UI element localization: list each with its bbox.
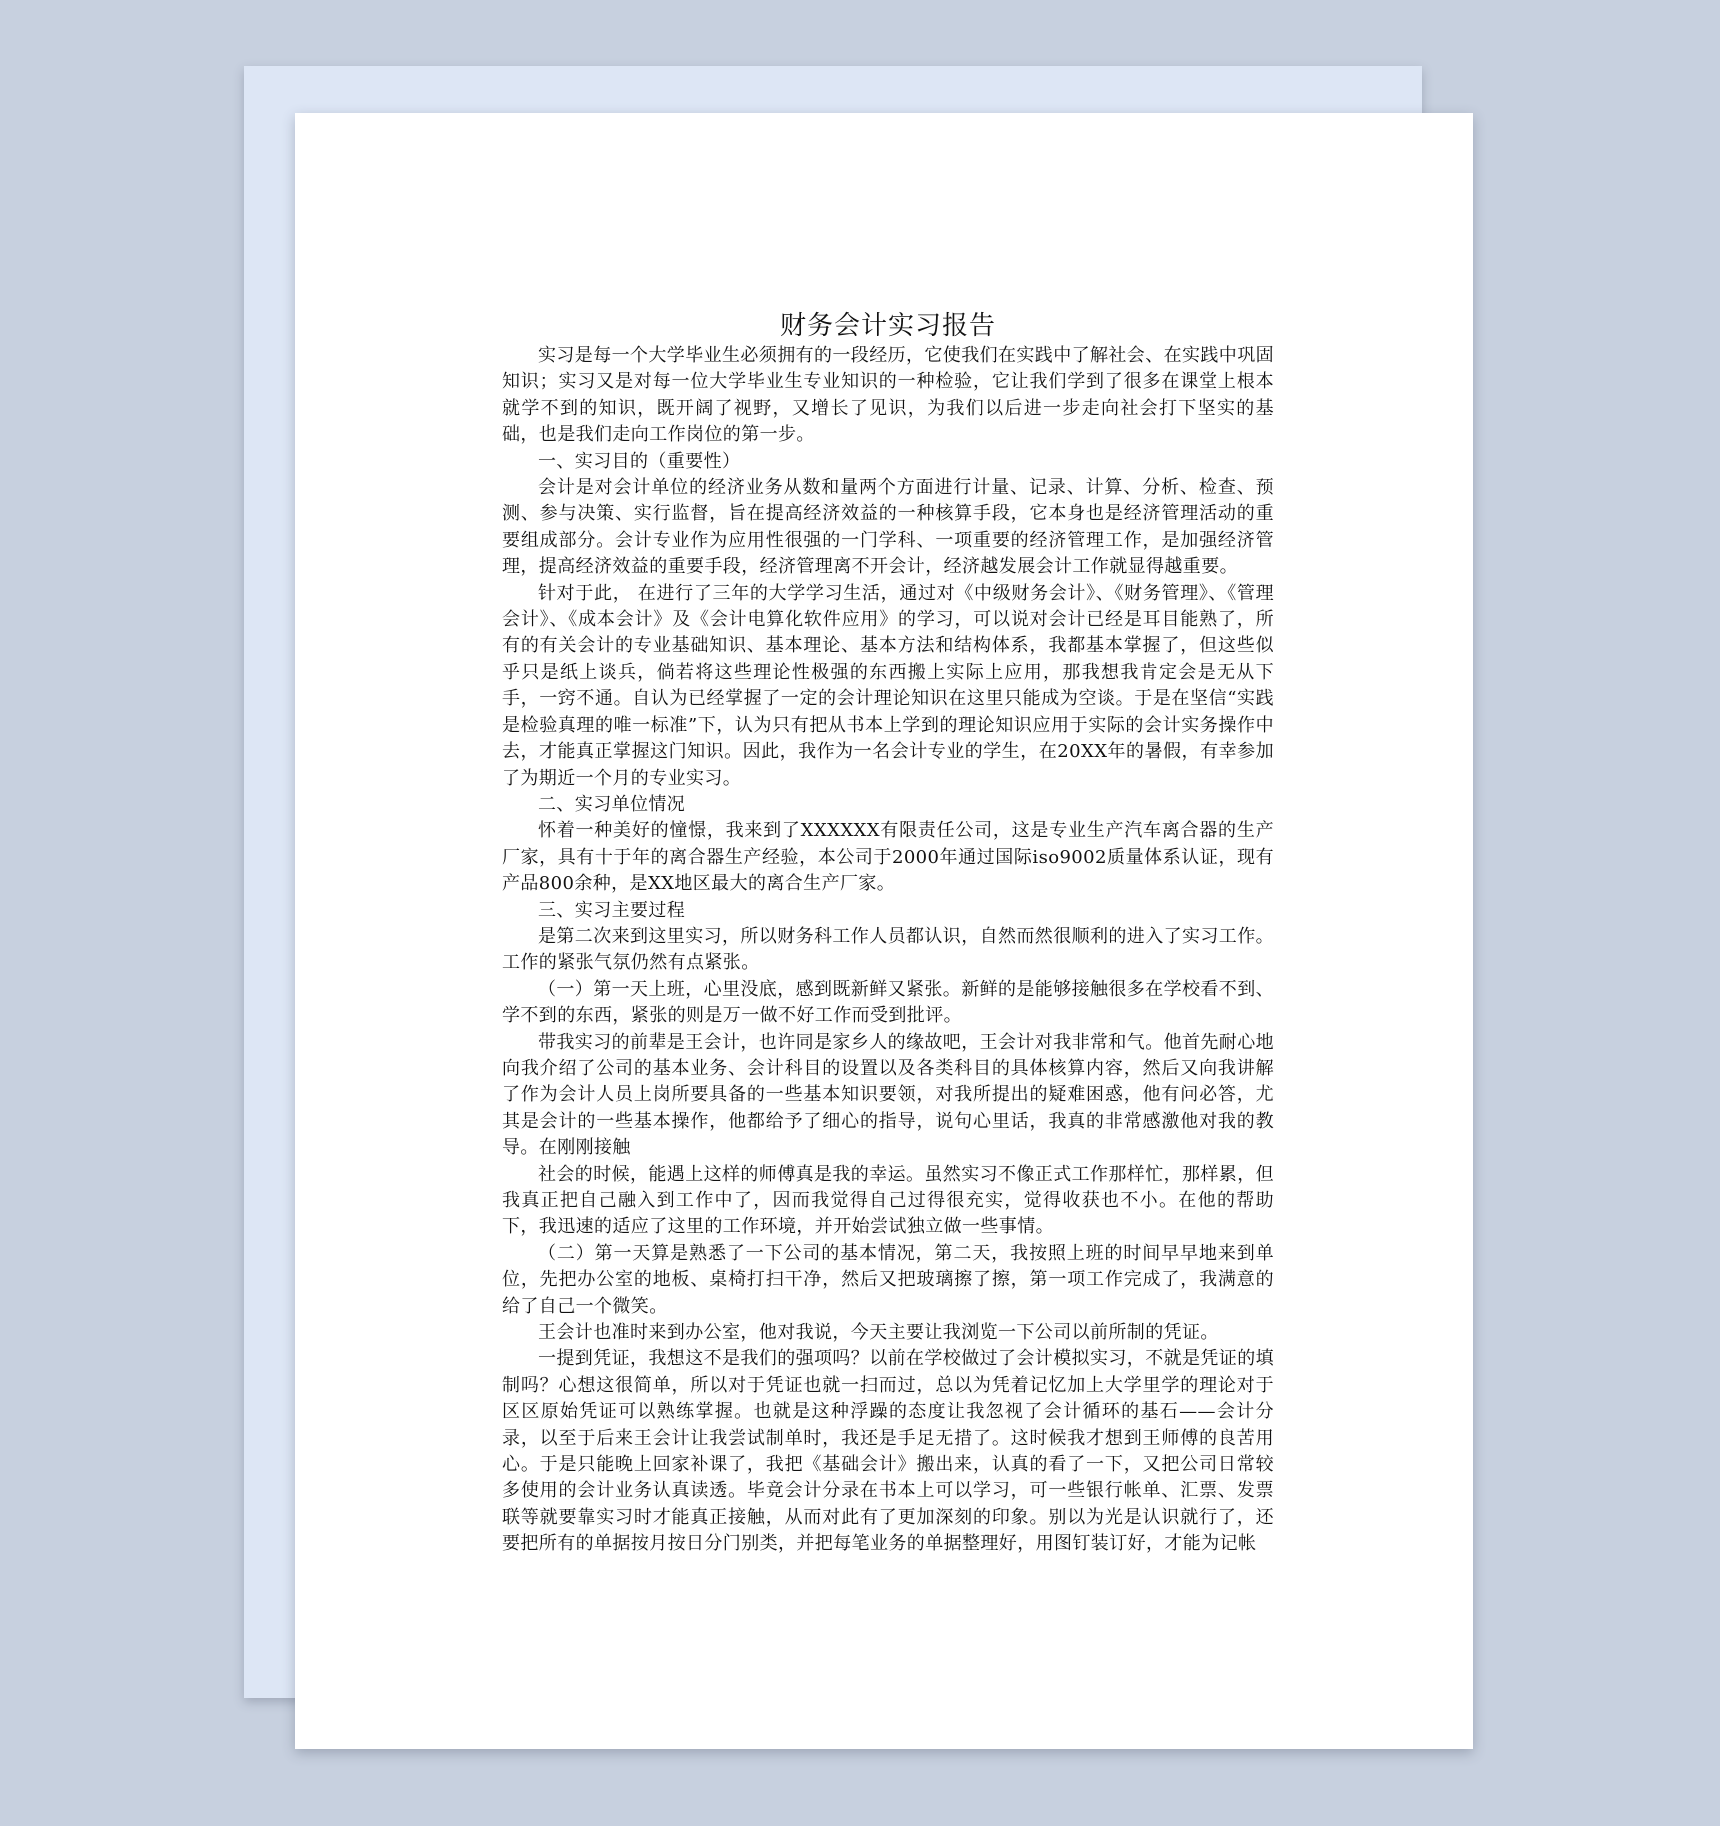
paragraph: 针对于此， 在进行了三年的大学学习生活，通过对《中级财务会计》、《财务管理》、《管理会计》、《成本会计》及《会计电算化软件应用》的学习，可以说对会计已经是耳目能熟了，所有的有关会计的专业基础知识、基本理论、基本方法和结构体系，我都基本掌握了，但这些似乎只是纸上谈兵，倘若将这些理论性极强的东西搬上实际上应用，那我想我肯定会是无从下手，一窍不通。自认为已经掌握了一定的会计理论知识在这里只能成为空谈。于是在坚信“实践是检验真理的唯一标准”下，认为只有把从书本上学到的理论知识应用于实际的会计实务操作中去，才能真正掌握这门知识。因此，我作为一名会计专业的学生，在20XX年的暑假，有幸参加了为期近一个月的专业实习。 [502, 582, 1274, 789]
paragraph: 一提到凭证，我想这不是我们的强项吗？以前在学校做过了会计模拟实习，不就是凭证的填制吗？心想这很简单，所以对于凭证也就一扫而过，总以为凭着记忆加上大学里学的理论对于区区原始凭证可以熟练掌握。也就是这种浮躁的态度让我忽视了会计循环的基石——会计分录，以至于后来王会计让我尝试制单时，我还是手足无措了。这时候我才想到王师傅的良苦用心。于是只能晚上回家补课了，我把《基础会计》搬出来，认真的看了一下，又把公司日常较多使用的会计业务认真读透。毕竟会计分录在书本上可以学习，可一些银行帐单、汇票、发票联等就要靠实习时才能真正接触，从而对此有了更加深刻的印象。别以为光是认识就行了，还要把所有的单据按月按日分门别类，并把每笔业务的单据整理好，用图钉装订好，才能为记帐 [502, 1348, 1274, 1555]
heading-section-1: 一、实习目的（重要性） [538, 450, 741, 472]
paragraph-intro: 实习是每一个大学毕业生必须拥有的一段经历，它使我们在实践中了解社会、在实践中巩固知识；实习又是对每一位大学毕业生专业知识的一种检验，它让我们学到了很多在课堂上根本就学不到的知识，既开阔了视野，又增长了见识，为我们以后进一步走向社会打下坚实的基础，也是我们走向工作岗位的第一步。 [502, 345, 1274, 446]
paragraph: 怀着一种美好的憧憬，我来到了XXXXXX有限责任公司，这是专业生产汽车离合器的生产厂家，具有十于年的离合器生产经验，本公司于2000年通过国际iso9002质量体系认证，现有产品800余种，是XX地区最大的离合生产厂家。 [502, 820, 1274, 895]
paragraph: 社会的时候，能遇上这样的师傅真是我的幸运。虽然实习不像正式工作那样忙，那样累，但我真正把自己融入到工作中了，因而我觉得自己过得很充实，觉得收获也不小。在他的帮助下，我迅速的适应了这里的工作环境，并开始尝试独立做一些事情。 [502, 1163, 1274, 1238]
paragraph: （二）第一天算是熟悉了一下公司的基本情况，第二天，我按照上班的时间早早地来到单位，先把办公室的地板、桌椅打扫干净，然后又把玻璃擦了擦，第一项工作完成了，我满意的给了自己一个微笑。 [502, 1242, 1274, 1317]
heading-section-3: 三、实习主要过程 [538, 899, 686, 921]
document-page [295, 113, 1473, 1749]
paragraph: （一）第一天上班，心里没底，感到既新鲜又紧张。新鲜的是能够接触很多在学校看不到、学不到的东西，紧张的则是万一做不好工作而受到批评。 [502, 978, 1274, 1027]
paragraph: 是第二次来到这里实习，所以财务科工作人员都认识，自然而然很顺利的进入了实习工作。工作的紧张气氛仍然有点紧张。 [502, 925, 1274, 974]
document-body [502, 309, 1274, 1558]
paragraph: 带我实习的前辈是王会计，也许同是家乡人的缘故吧，王会计对我非常和气。他首先耐心地向我介绍了公司的基本业务、会计科目的设置以及各类科目的具体核算内容，然后又向我讲解了作为会计人员上岗所要具备的一些基本知识要领，对我所提出的疑难困惑，他有问必答，尤其是会计的一些基本操作，他都给予了细心的指导，说句心里话，我真的非常感激他对我的教导。在刚刚接触 [502, 1031, 1274, 1159]
document-title: 财务会计实习报告 [779, 311, 996, 341]
paragraph: 会计是对会计单位的经济业务从数和量两个方面进行计量、记录、计算、分析、检查、预测、参与决策、实行监督，旨在提高经济效益的一种核算手段，它本身也是经济管理活动的重要组成部分。会计专业作为应用性很强的一门学科、一项重要的经济管理工作，是加强经济管理，提高经济效益的重要手段，经济管理离不开会计，经济越发展会计工作就显得越重要。 [502, 477, 1274, 578]
heading-section-2: 二、实习单位情况 [538, 793, 686, 815]
paragraph: 王会计也准时来到办公室，他对我说，今天主要让我浏览一下公司以前所制的凭证。 [538, 1322, 1219, 1344]
